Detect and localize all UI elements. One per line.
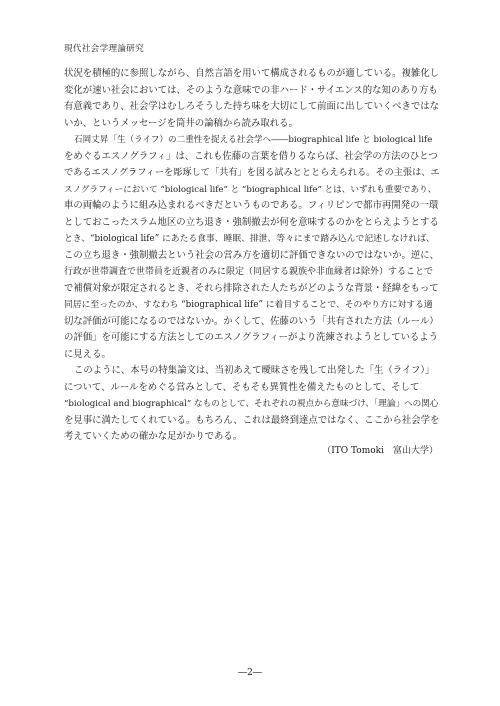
body-line: 状況を積極的に参照しながら、自然言語を用いて構成されるものが適している。複雑化し: [64, 68, 440, 79]
paragraph-start-line: このように、本号の特集論文は、当初あえて曖昧さを残して出発した「生（ライフ）」: [74, 365, 435, 376]
body-line: について、ルールをめぐる営みとして、そもそも異質性を備えたものとして、そして: [64, 381, 420, 393]
body-line: の評価」を可能にする方法としてのエスノグラフィーがより洗練されようとしているよう: [64, 332, 438, 343]
body-line: 行政が世帯調査で世帯員を近親者のみに限定（同居する親族や非血縁者は除外）することで: [64, 267, 434, 277]
article-body: [64, 66, 440, 446]
body-line: スノグラフィーにおいて “biological life” と “biographical life” とは、いずれも重要であり、: [64, 184, 437, 195]
body-line: とき、“biological life” にあたる食事、睡眠、排泄、等々にまで踏み込んで記述しなければ、: [64, 234, 435, 244]
body-line: に見える。: [64, 348, 111, 360]
body-line: この立ち退き・強制撤去という社会の営み方を適切に評価できないのではないか。逆に、: [64, 249, 440, 261]
body-line: 考えていくための確かな足がかりである。: [64, 431, 243, 442]
body-line: を見事に満たしてくれている。もちろん、これは最終到達点ではなく、ここから社会学を: [64, 414, 440, 426]
body-line: “biological and biographical” なものとして、それぞれの視点から意味づけ、「理論」への関心: [64, 399, 439, 409]
page-number: ―2―: [238, 668, 262, 678]
paragraph-start-line: 石岡丈昇「生（ライフ）の二重性を捉える社会学へ――biographical life と biological life: [74, 135, 433, 145]
body-line: 変化が速い社会においては、そのような意味での非ハード・サイエンス的な知のあり方も: [64, 84, 438, 96]
body-line: 有意義であり、社会学はむしろそうした持ち味を大切にして前面に出していくべきではな: [64, 101, 440, 112]
body-line: いか、というメッセージを筒井の論稿から読み取れる。: [64, 117, 298, 129]
body-line: で補償対象が限定されるとき、それら排除された人たちがどのような背景・経緯をもって: [64, 282, 439, 294]
journal-header: 現代社会学理論研究: [64, 44, 145, 54]
body-line: であるエスノグラフィーを彫琢して「共有」を図る試みとととらえられる。その主張は、エ: [64, 167, 440, 178]
author-signature: （ITO Tomoki 富山大学）: [322, 446, 438, 456]
body-line: 車の両輪のように組み込まれるべきだというものである。フィリピンで都市再開発の一環: [64, 200, 439, 211]
body-line: としておこったスラム地区の立ち退き・強制撤去が何を意味するのかをとらえようとする: [64, 216, 439, 228]
body-line: 切な評価が可能になるのではないか。かくして、佐藤のいう「共有された方法（ルール）: [64, 315, 439, 327]
body-line: 同居に至ったのか、すなわち “biographical life” に着目することで、そのやり方に対する適: [64, 300, 433, 310]
body-line: をめぐるエスノグラフィ」は、これも佐藤の言葉を借りるならば、社会学の方法のひとつ: [64, 150, 438, 162]
